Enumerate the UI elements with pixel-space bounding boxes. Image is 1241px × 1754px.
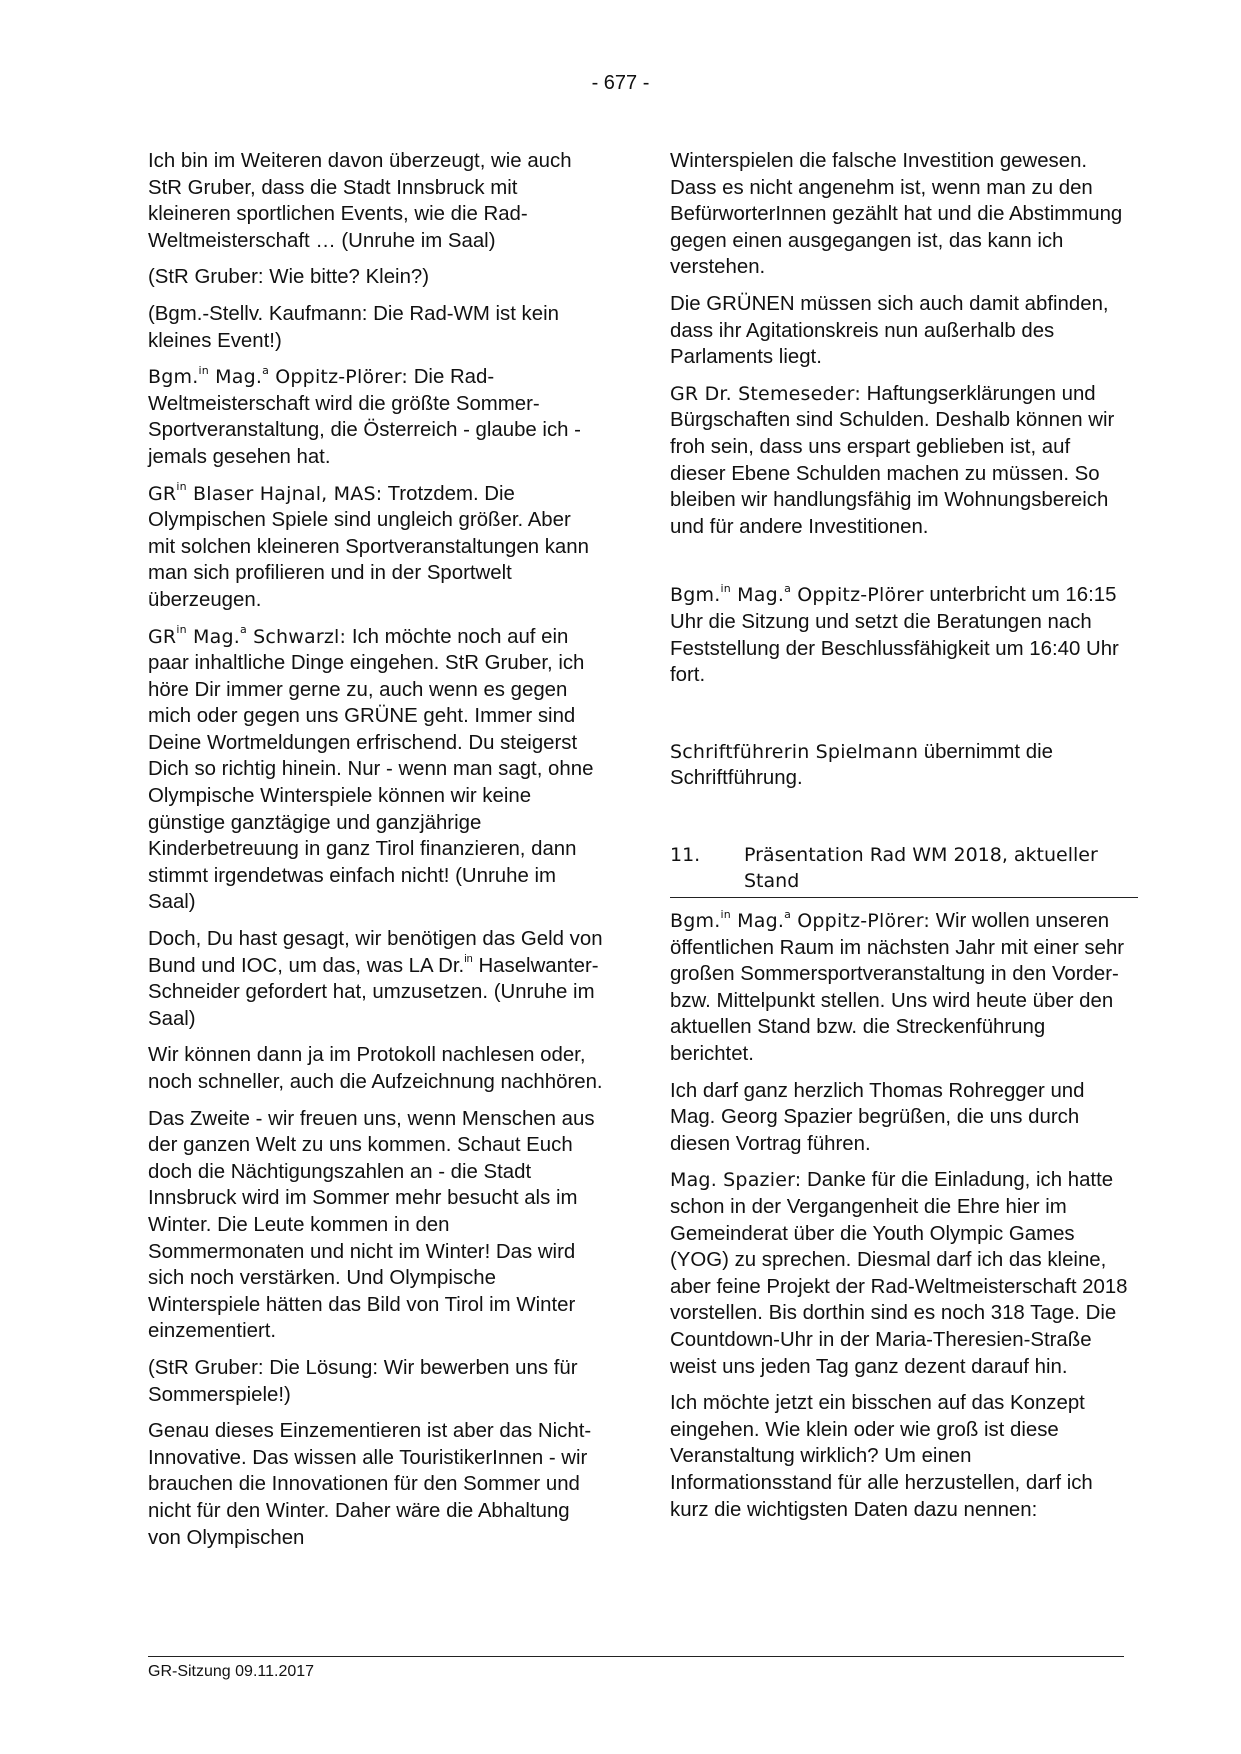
speech-paragraph (670, 908, 1130, 1068)
paragraph: Winterspielen die falsche Investition gewesen. Dass es nicht angenehm ist, wenn man zu den BefürworterInnen gezählt hat und die Abstimmung gegen einen ausgegangen ist, das kann ich verstehen. (670, 150, 1123, 279)
procedural-note (670, 739, 1130, 792)
speech-text: Ich möchte noch auf ein paar inhaltliche Dinge eingehen. StR Gruber, ich höre Dir immer gerne zu, auch wenn es gegen mich oder gegen uns GRÜNE geht. Immer sind Deine Wortmeldungen erfrischend. Du steigerst Dich so richtig hinein. Nur - wenn man sagt, ohne Olympische Winterspiele können wir keine günstige ganztägige und ganzjährige Kinderbetreuung in ganz Tirol finanzieren, dann stimmt irgendetwas einfach nicht! (Unruhe im Saal) (148, 625, 594, 914)
speaker-name: Mag. Spazier: (670, 1169, 802, 1192)
paragraph: Das Zweite - wir freuen uns, wenn Menschen aus der ganzen Welt zu uns kommen. Schaut Euch doch die Nächtigungszahlen an - die Stadt Innsbruck wird im Sommer mehr besucht als im Winter. Die Leute kommen in den Sommermonaten und nicht im Winter! Das wird sich noch verstärken. Und Olympische Winterspiele hätten das Bild von Tirol im Winter einzementiert. (148, 1107, 595, 1343)
page-number: - 677 - (591, 72, 650, 94)
speaker-name: Bgm.$^{in}$ Mag.$^a$ Oppitz-Plörer: (670, 907, 931, 933)
speech-paragraph (148, 364, 603, 470)
paragraph: Genau dieses Einzementieren ist aber das Nicht-Innovative. Das wissen alle TouristikerInnen - wir brauchen die Innovationen für den Sommer und nicht für den Winter. Daher wäre die Abhaltung von Olympischen (148, 1420, 592, 1549)
footer-session-label: GR-Sitzung 09.11.2017 (148, 1663, 315, 1680)
interjection: (StR Gruber: Wie bitte? Klein?) (148, 266, 430, 289)
speech-text: Trotzdem. Die Olympischen Spiele sind ungleich größer. Aber mit solchen kleineren Sportveranstaltungen kann man sich profilieren und in der Sportwelt überzeugen. (148, 482, 589, 611)
left-column (148, 148, 603, 1561)
agenda-item-heading (670, 842, 1138, 898)
note-text: übernimmt die Schriftführung. (670, 740, 1053, 790)
procedural-note (670, 582, 1130, 688)
speech-paragraph (148, 481, 603, 614)
speech-paragraph (148, 624, 603, 917)
right-column (670, 148, 1130, 1533)
paragraph: Ich bin im Weiteren davon überzeugt, wie auch StR Gruber, dass die Stadt Innsbruck mit kleineren sportlichen Events, wie die Rad-Weltmeisterschaft … (Unruhe im Saal) (148, 150, 572, 252)
speech-text: Die Rad-Weltmeisterschaft wird die größte Sommer-Sportveranstaltung, die Österreich - glaube ich - jemals gesehen hat. (148, 366, 581, 468)
speaker-name: $GR^{in}$ Mag.$^a$ Schwarzl: (148, 623, 347, 648)
speaker-name: Bgm.$^{in}$ Mag.$^a$ Oppitz-Plörer: (148, 363, 409, 389)
speech-text: Danke für die Einladung, ich hatte schon in der Vergangenheit die Ehre hier im Gemeinderat über die Youth Olympic Games (YOG) zu sprechen. Diesmal darf ich das kleine, aber feine Projekt der Rad-Weltmeisterschaft 2018 vorstellen. Bis dorthin sind es noch 318 Tage. Die Countdown-Uhr in der Maria-Theresien-Straße weist uns jeden Tag ganz dezent darauf hin. (670, 1169, 1128, 1378)
speech-text: Haftungserklärungen und Bürgschaften sind Schulden. Deshalb können wir froh sein, dass uns erspart geblieben ist, auf dieser Ebene Schulden machen zu müssen. So bleiben wir handlungsfähig im Wohnungsbereich und für andere Investitionen. (670, 382, 1115, 538)
speaker-name: Bgm.$^{in}$ Mag.$^a$ Oppitz-Plörer (670, 581, 924, 607)
paragraph: Doch, Du hast gesagt, wir benötigen das Geld von Bund und IOC, um das, was LA Dr.$^{in}$ Haselwanter-Schneider gefordert hat, umzusetzen. (Unruhe im Saal) (148, 928, 603, 1030)
paragraph: Die GRÜNEN müssen sich auch damit abfinden, dass ihr Agitationskreis nun außerhalb des Parlaments liegt. (670, 292, 1109, 369)
paragraph: Ich darf ganz herzlich Thomas Rohregger und Mag. Georg Spazier begrüßen, die uns durch diesen Vortrag führen. (670, 1079, 1085, 1155)
speaker-name: Schriftführerin Spielmann (670, 740, 919, 763)
footer-divider (148, 1656, 1124, 1657)
speech-paragraph (670, 1167, 1130, 1380)
speech-paragraph (670, 381, 1130, 541)
interjection: (StR Gruber: Die Lösung: Wir bewerben uns für Sommerspiele!) (148, 1356, 578, 1406)
note-text: unterbricht um 16:15 Uhr die Sitzung und setzt die Beratungen nach Feststellung der Beschlussfähigkeit um 16:40 Uhr fort. (670, 584, 1119, 687)
speaker-name: GR Dr. Stemeseder: (670, 382, 861, 405)
agenda-item-title: Präsentation Rad WM 2018, aktueller Stand (744, 843, 1098, 893)
interjection: (Bgm.-Stellv. Kaufmann: Die Rad-WM ist kein kleines Event!) (148, 302, 559, 352)
speech-text: Wir wollen unseren öffentlichen Raum im nächsten Jahr mit einer sehr großen Sommersportveranstaltung in den Vorder- bzw. Mittelpunkt stellen. Uns wird heute über den aktuellen Stand bzw. die Streckenführung berichtet. (670, 910, 1125, 1066)
agenda-item-number: 11. (670, 843, 701, 866)
paragraph: Ich möchte jetzt ein bisschen auf das Konzept eingehen. Wie klein oder wie groß ist diese Veranstaltung wirklich? Um einen Informationsstand für alle herzustellen, darf ich kurz die wichtigsten Daten dazu nennen: (670, 1392, 1093, 1521)
speaker-name: $GR^{in}$ Blaser Hajnal, MAS: (148, 480, 383, 505)
paragraph: Wir können dann ja im Protokoll nachlesen oder, noch schneller, auch die Aufzeichnung nachhören. (148, 1044, 603, 1093)
